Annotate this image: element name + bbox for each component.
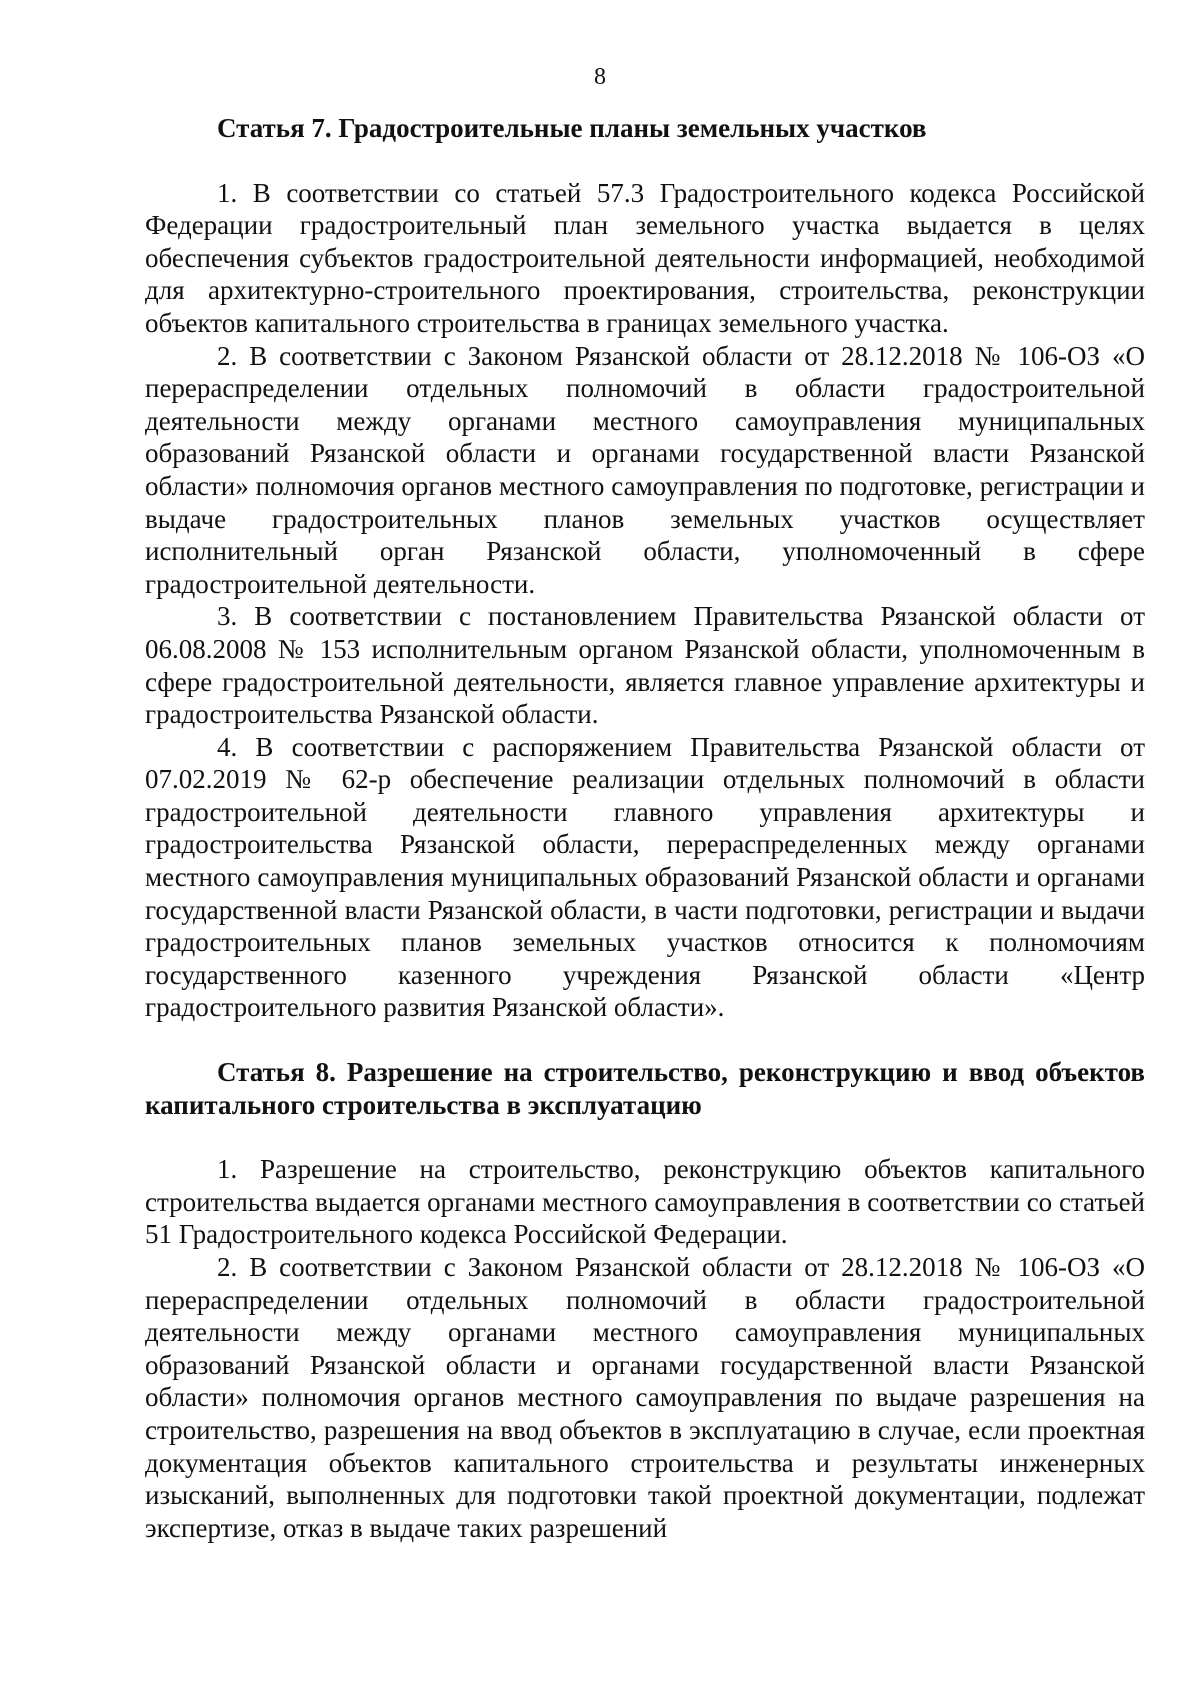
article-7-paragraph-3: 3. В соответствии с постановлением Правительства Рязанской области от 06.08.2008 № 153 исполнительным органом Рязанской области, уполномоченным в сфере градостроительной деятельности, является главное управление архитектуры и градостроительства Рязанской области. (145, 601, 1145, 730)
article-7-heading: Статья 7. Градостроительные планы земельных участков (217, 113, 927, 143)
article-8-paragraph-1: 1. Разрешение на строительство, реконструкцию объектов капитального строительства выдается органами местного самоуправления в соответствии со статьей 51 Градостроительного кодекса Российской Федерации. (145, 1154, 1145, 1250)
article-7-paragraph-4: 4. В соответствии с распоряжением Правительства Рязанской области от 07.02.2019 № 62-р обеспечение реализации отдельных полномочий в области градостроительной деятельности главного управления архитектуры и градостроительства Рязанской области, перераспределенных между органами местного самоуправления муниципальных образований Рязанской области и органами государственной власти Рязанской области, в части подготовки, регистрации и выдачи градостроительных планов земельных участков относится к полномочиям государственного казенного учреждения Рязанской области «Центр градостроительного развития Рязанской области». (145, 731, 1145, 1023)
article-7-paragraph-1: 1. В соответствии со статьей 57.3 Градостроительного кодекса Российской Федерации градостроительный план земельного участка выдается в целях обеспечения субъектов градостроительной деятельности информацией, необходимой для архитектурно-строительного проектирования, строительства, реконструкции объектов капитального строительства в границах земельного участка. (145, 177, 1145, 338)
spacer (145, 1121, 1145, 1153)
article-8-heading: Статья 8. Разрешение на строительство, реконструкцию и ввод объектов капитального строительства в эксплуатацию (145, 1057, 1145, 1120)
document-body (145, 112, 1145, 1544)
article-7-paragraph-2: 2. В соответствии с Законом Рязанской области от 28.12.2018 № 106-ОЗ «О перераспределении отдельных полномочий в области градостроительной деятельности между органами местного самоуправления муниципальных образований Рязанской области и органами государственной власти Рязанской области» полномочия органов местного самоуправления по подготовке, регистрации и выдаче градостроительных планов земельных участков осуществляет исполнительный орган Рязанской области, уполномоченный в сфере градостроительной деятельности. (145, 340, 1145, 599)
spacer (145, 145, 1145, 177)
article-8-paragraph-2: 2. В соответствии с Законом Рязанской области от 28.12.2018 № 106-ОЗ «О перераспределении отдельных полномочий в области градостроительной деятельности между органами местного самоуправления муниципальных образований Рязанской области и органами государственной власти Рязанской области» полномочия органов местного самоуправления по выдаче разрешения на строительство, разрешения на ввод объектов в эксплуатацию в случае, если проектная документация объектов капитального строительства и результаты инженерных изысканий, выполненных для подготовки такой проектной документации, подлежат экспертизе, отказ в выдаче таких разрешений (145, 1252, 1145, 1543)
spacer (145, 1024, 1145, 1056)
page-number: 8 (594, 64, 606, 90)
